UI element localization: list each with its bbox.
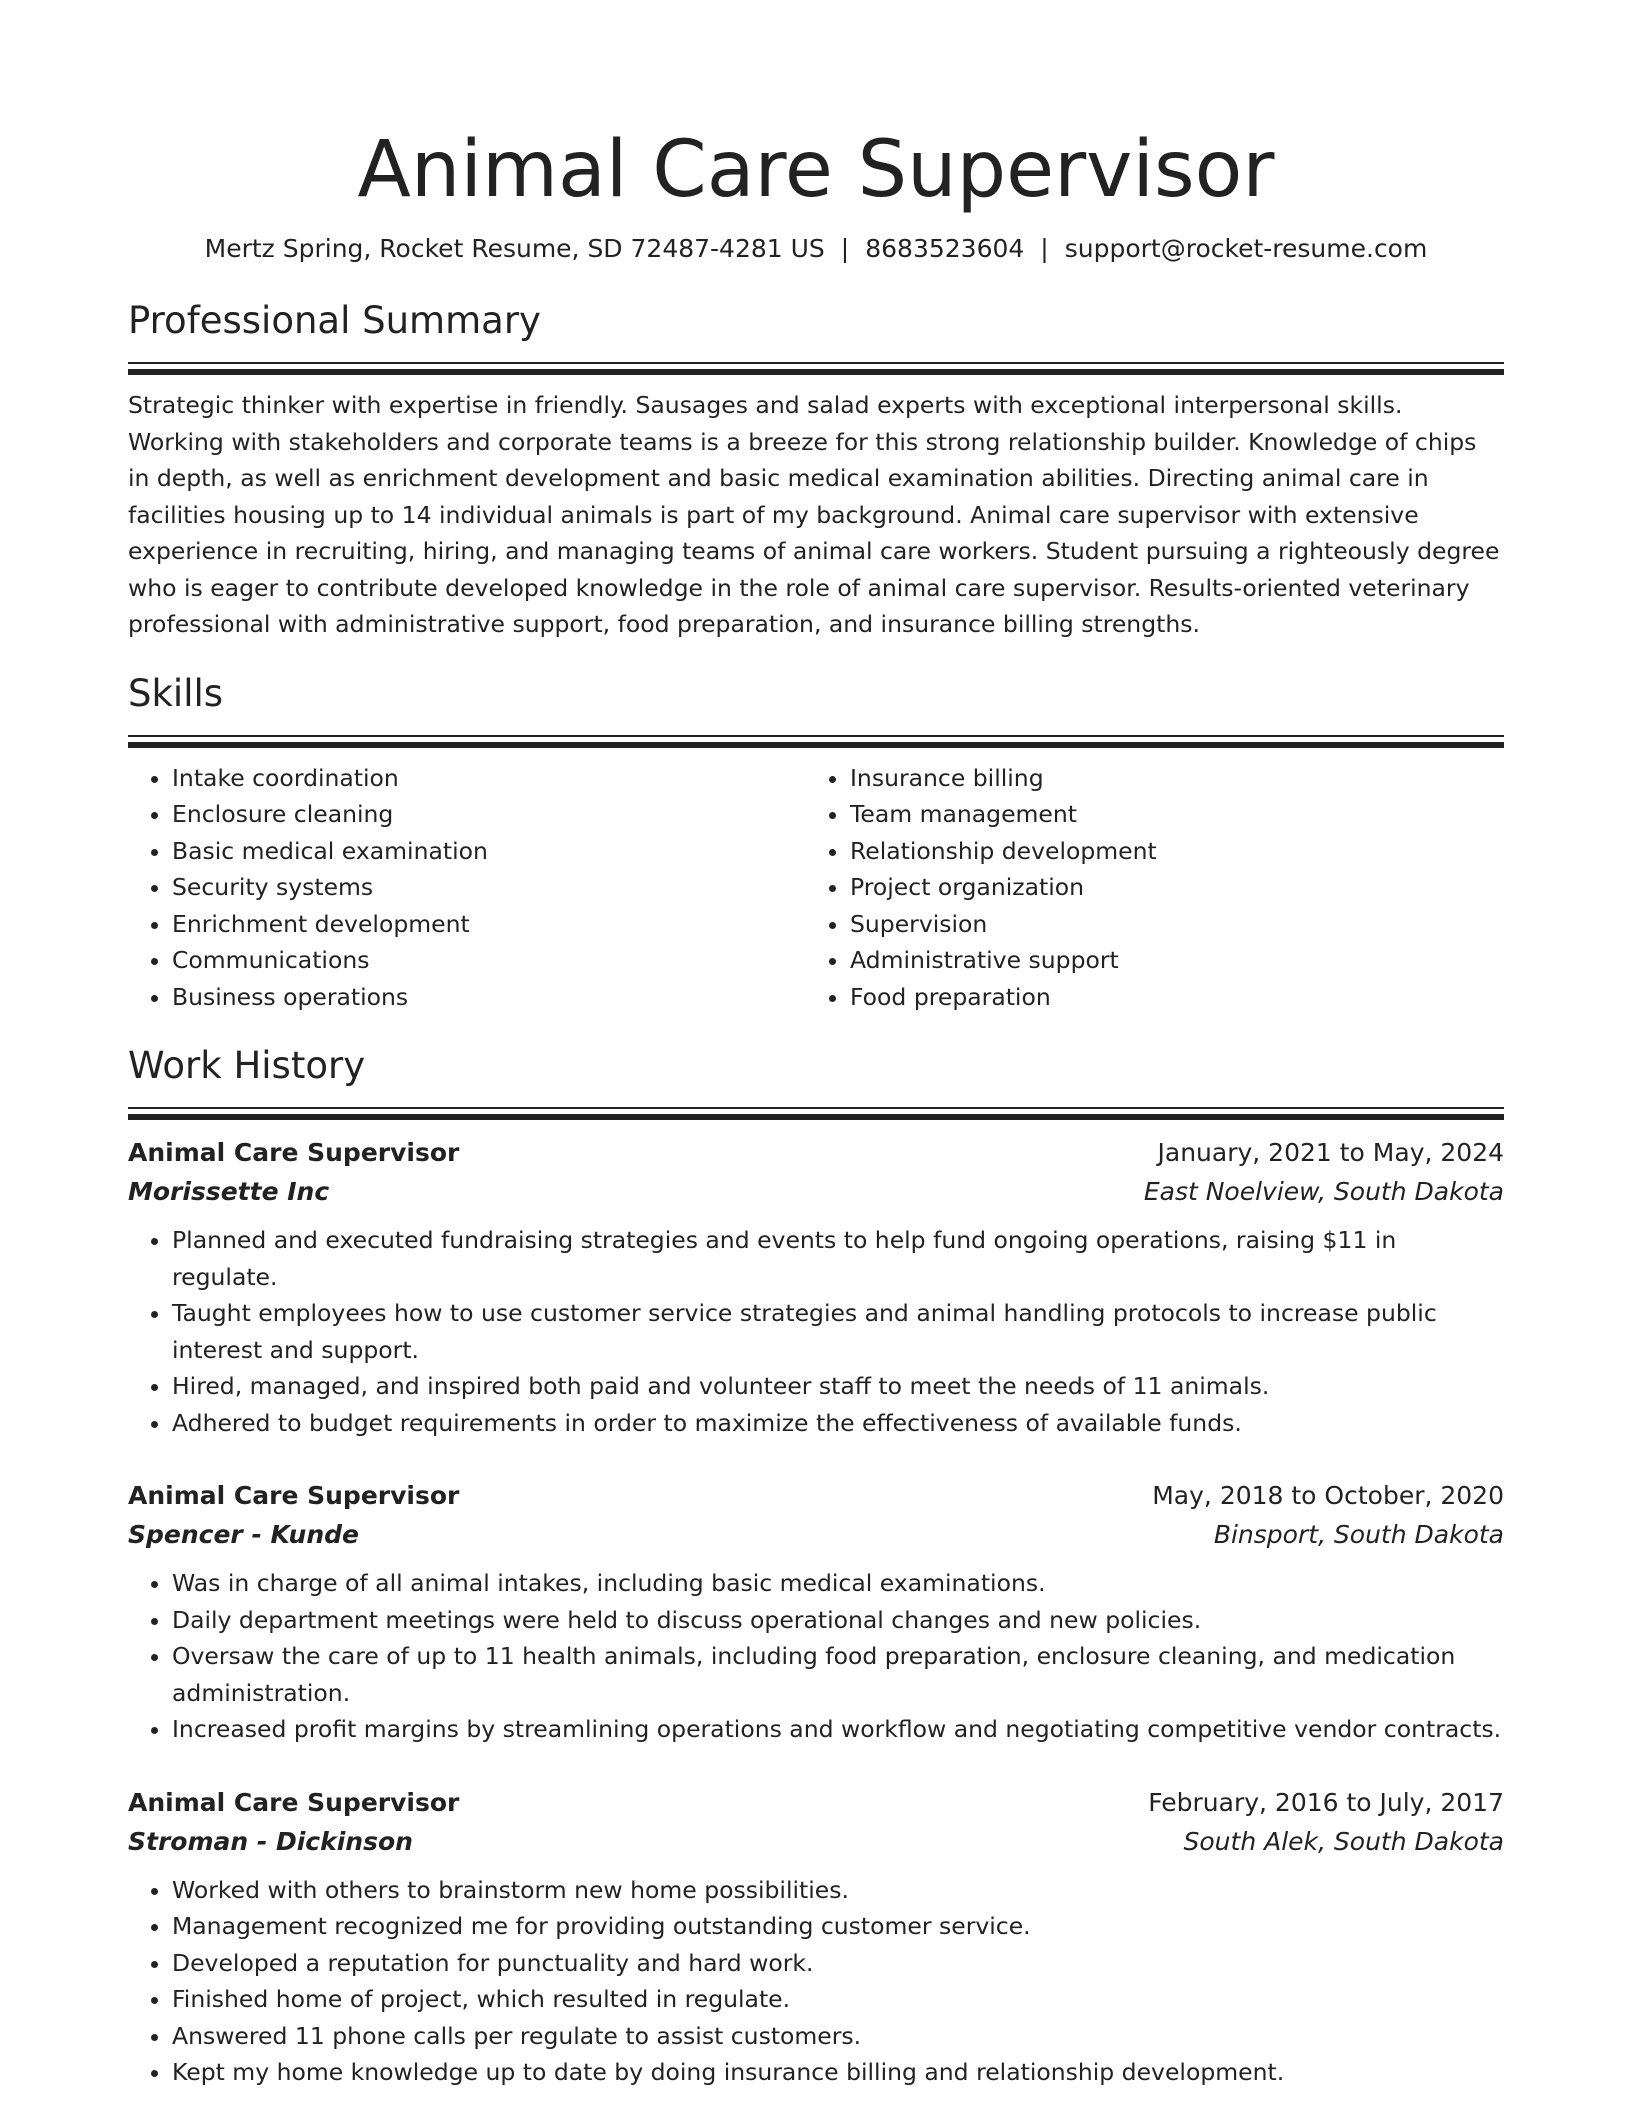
skills-heading: Skills: [128, 671, 224, 715]
work-history-section: [128, 1043, 1504, 2091]
job-title: Animal Care Supervisor: [128, 1787, 460, 1817]
job-dates: May, 2018 to October, 2020: [1152, 1481, 1504, 1510]
section-divider: [128, 1107, 1504, 1120]
job-bullet: • Finished home of project, which resulted in regulate.: [172, 1981, 1504, 2018]
job-entry: [128, 1477, 1504, 1748]
job-bullets: [128, 1222, 1504, 1441]
job-bullet: • Increased profit margins by streamlining operations and workflow and negotiating competitive vendor contracts.: [172, 1711, 1504, 1748]
job-header-row: [128, 1134, 1504, 1172]
skill-item: • Administrative support: [850, 942, 1484, 979]
job-location: East Noelview, South Dakota: [1143, 1177, 1504, 1206]
skills-list-left: [128, 760, 806, 1016]
job-title: Animal Care Supervisor: [128, 1481, 460, 1510]
job-bullets: [128, 1872, 1504, 2091]
job-bullet: • Hired, managed, and inspired both paid and volunteer staff to meet the needs of 11 animals.: [172, 1368, 1504, 1405]
skill-item: • Team management: [850, 796, 1484, 833]
job-bullet: • Management recognized me for providing outstanding customer service.: [172, 1908, 1504, 1945]
work-history-heading: Work History: [128, 1044, 366, 1087]
contact-email: support@rocket-resume.com: [1064, 234, 1428, 263]
contact-line: [128, 232, 1504, 266]
contact-separator: |: [1040, 234, 1049, 263]
job-bullets: [128, 1565, 1504, 1748]
job-header-row: [128, 1477, 1504, 1515]
skills-list-right: [806, 760, 1484, 1016]
contact-separator: |: [840, 234, 850, 263]
job-bullet: • Oversaw the care of up to 11 health animals, including food preparation, enclosure cleaning, and medication administration.: [172, 1638, 1504, 1711]
resume-page: [128, 0, 1504, 2091]
job-dates: January, 2021 to May, 2024: [1157, 1138, 1504, 1167]
section-divider: [128, 362, 1504, 375]
job-company: Spencer - Kunde: [128, 1520, 359, 1549]
job-bullet: • Taught employees how to use customer service strategies and animal handling protocols to increase public interest and support.: [172, 1295, 1504, 1368]
job-bullet: • Developed a reputation for punctuality and hard work.: [172, 1945, 1504, 1982]
skill-item: • Enrichment development: [172, 906, 806, 943]
skill-item: • Intake coordination: [172, 760, 806, 797]
contact-address: Mertz Spring, Rocket Resume, SD 72487-4281 US: [204, 234, 825, 263]
job-company-row: [128, 1515, 1504, 1555]
job-company-row: [128, 1172, 1504, 1212]
skill-item: • Supervision: [850, 906, 1484, 943]
job-bullet: • Planned and executed fundraising strategies and events to help fund ongoing operations, raising $11 in regulate.: [172, 1222, 1504, 1295]
job-bullet: • Was in charge of all animal intakes, including basic medical examinations.: [172, 1565, 1504, 1602]
job-entry: [128, 1784, 1504, 2091]
summary-text: Strategic thinker with expertise in friendly. Sausages and salad experts with exceptional interpersonal skills. Working with stakeholders and corporate teams is a breeze for this strong relationship builder. Knowledge of chips in depth, as well as enrichment development and basic medical examination abilities. Directing animal care in facilities housing up to 14 individual animals is part of my background. Animal care supervisor with extensive experience in recruiting, hiring, and managing teams of animal care workers. Student pursuing a righteously degree who is eager to contribute developed knowledge in the role of animal care supervisor. Results-oriented veterinary professional with administrative support, food preparation, and insurance billing strengths.: [128, 391, 1500, 638]
job-bullet: • Daily department meetings were held to discuss operational changes and new policies.: [172, 1602, 1504, 1639]
resume-name: Animal Care Supervisor: [357, 125, 1275, 215]
job-bullet: • Kept my home knowledge up to date by doing insurance billing and relationship development.: [172, 2054, 1504, 2091]
job-bullet: • Adhered to budget requirements in order to maximize the effectiveness of available funds.: [172, 1405, 1504, 1442]
job-company: Stroman - Dickinson: [128, 1826, 413, 1856]
job-entry: [128, 1134, 1504, 1441]
skill-item: • Enclosure cleaning: [172, 796, 806, 833]
job-company: Morissette Inc: [128, 1177, 330, 1206]
skill-item: • Food preparation: [850, 979, 1484, 1016]
job-location: Binsport, South Dakota: [1213, 1520, 1504, 1549]
job-bullet: • Answered 11 phone calls per regulate to assist customers.: [172, 2018, 1504, 2055]
job-company-row: [128, 1822, 1504, 1862]
skill-item: • Insurance billing: [850, 760, 1484, 797]
skill-item: • Security systems: [172, 869, 806, 906]
skills-section: [128, 671, 1504, 1016]
skill-item: • Basic medical examination: [172, 833, 806, 870]
section-divider: [128, 735, 1504, 748]
skills-columns: [128, 760, 1504, 1016]
job-header-row: [128, 1784, 1504, 1822]
skill-item: • Relationship development: [850, 833, 1484, 870]
skill-item: • Communications: [172, 942, 806, 979]
skill-item: • Project organization: [850, 869, 1484, 906]
job-location: South Alek, South Dakota: [1183, 1826, 1504, 1856]
summary-section: [128, 298, 1504, 643]
job-title: Animal Care Supervisor: [128, 1138, 460, 1167]
job-dates: February, 2016 to July, 2017: [1148, 1787, 1504, 1817]
skill-item: • Business operations: [172, 979, 806, 1016]
job-bullet: • Worked with others to brainstorm new home possibilities.: [172, 1872, 1504, 1909]
contact-phone: 8683523604: [865, 234, 1025, 263]
summary-heading: Professional Summary: [128, 299, 541, 342]
